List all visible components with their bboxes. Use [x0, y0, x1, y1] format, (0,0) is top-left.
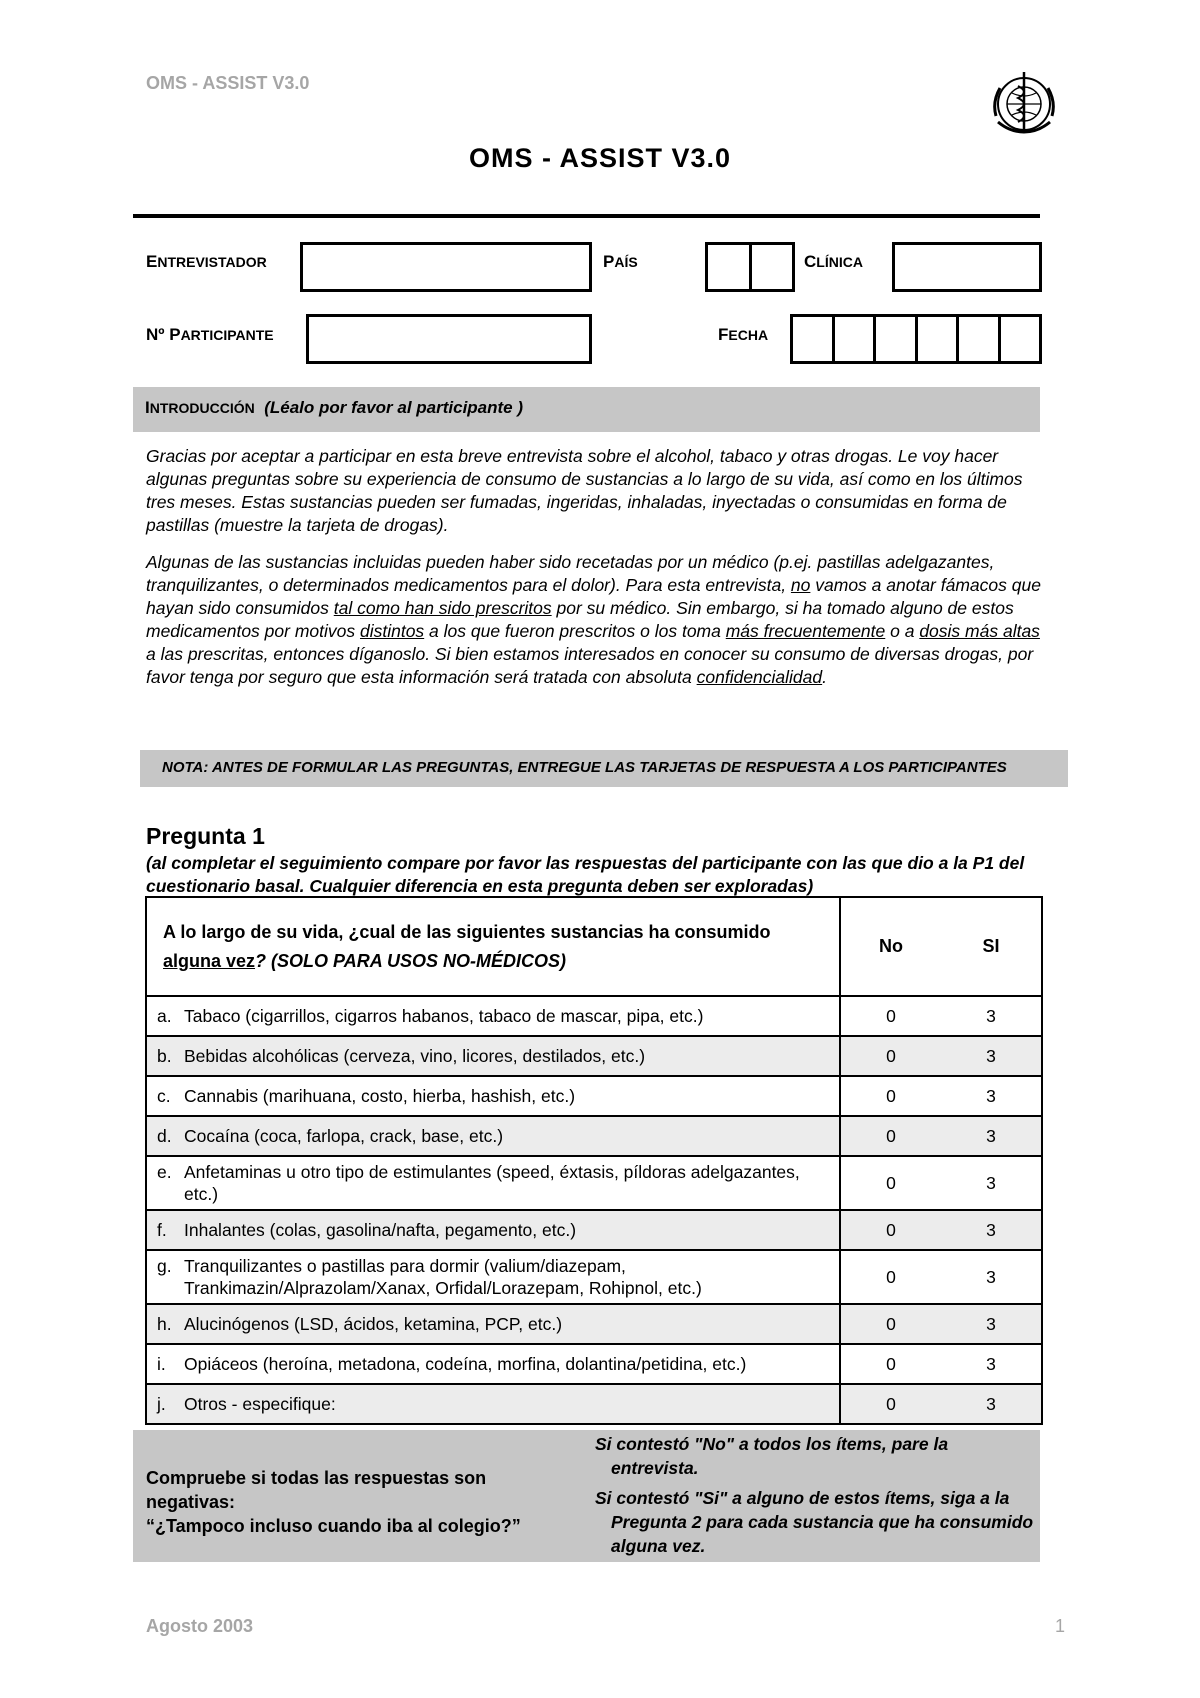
substances-table — [145, 896, 1043, 1425]
table-row — [146, 996, 1042, 1036]
answer-si-option[interactable]: 3 — [941, 1210, 1042, 1250]
answer-no-option[interactable]: 0 — [840, 1250, 941, 1304]
row-letter: a. — [157, 1006, 172, 1026]
substance-cell — [146, 996, 840, 1036]
question-header: A lo largo de su vida, ¿cual de las siguientes sustancias ha consumido alguna vez? (SOLO PARA USOS NO-MÉDICOS) — [146, 897, 840, 996]
answer-si-option[interactable]: 3 — [941, 1304, 1042, 1344]
row-letter: c. — [157, 1086, 171, 1106]
substance-cell — [146, 1250, 840, 1304]
date-field[interactable] — [790, 314, 1042, 364]
nota-text: NOTA: ANTES DE FORMULAR LAS PREGUNTAS, ENTREGUE LAS TARJETAS DE RESPUESTA A LOS PARTICIPANTES — [162, 759, 1007, 776]
substance-label: Bebidas alcohólicas (cerveza, vino, licores, destilados, etc.) — [184, 1046, 646, 1066]
page-title: OMS - ASSIST V3.0 — [468, 143, 732, 173]
answer-no-option[interactable]: 0 — [840, 1210, 941, 1250]
answer-no-option[interactable]: 0 — [840, 1076, 941, 1116]
substance-label: Anfetaminas u otro tipo de estimulantes (speed, éxtasis, píldoras adelgazantes, etc.) — [184, 1162, 800, 1204]
footer-date: Agosto 2003 — [146, 1616, 254, 1636]
answer-no-option[interactable]: 0 — [840, 1304, 941, 1344]
row-letter: g. — [157, 1256, 172, 1276]
substance-cell — [146, 1076, 840, 1116]
answer-no-option[interactable]: 0 — [840, 1344, 941, 1384]
col-si-header: SI — [941, 897, 1042, 996]
answer-no-option[interactable]: 0 — [840, 1116, 941, 1156]
answer-si-option[interactable]: 3 — [941, 996, 1042, 1036]
clinic-label: CLÍNICA — [804, 252, 863, 271]
substance-label: Tranquilizantes o pastillas para dormir (valium/diazepam, Trankimazin/Alprazolam/Xanax, Orfidal/Lorazepam, Rohipnol, etc.) — [184, 1256, 702, 1298]
question-subtitle: (al completar el seguimiento compare por favor las respuestas del participante con las que dio a la P1 del cuestionario basal. Cualquier diferencia en esta pregunta deben ser exploradas) — [146, 853, 1025, 896]
substance-label: Tabaco (cigarrillos, cigarros habanos, tabaco de mascar, pipa, etc.) — [184, 1006, 704, 1026]
row-letter: h. — [157, 1314, 172, 1334]
instruction-right: Si contestó "No" a todos los ítems, pare la entrevista. Si contestó "Si" a alguno de estos ítems, siga a la Pregunta 2 para cada sustancia que ha consumido alguna vez. — [595, 1434, 1034, 1556]
table-header-row — [146, 897, 1042, 996]
intro-paragraph-2: Algunas de las sustancias incluidas pueden haber sido recetadas por un médico (p.ej. pastillas adelgazantes, tranquilizantes, o determinados medicamentos para el dolor). Para esta entrevista, no vamos a anotar fámacos que hayan sido consumidos tal como han sido prescritos por su médico. Sin embargo, si ha tomado alguno de estos medicamentos por motivos distintos a los que fueron prescritos o los toma más frecuentemente o a dosis más altas a las prescritas, entonces díganoslo. Si bien estamos interesados en conocer su consumo de diversas drogas, por favor tenga por seguro que esta información será tratada con absoluta confidencialidad. — [146, 552, 1041, 687]
row-letter: i. — [157, 1354, 166, 1374]
col-no-header: No — [840, 897, 941, 996]
interviewer-label: ENTREVISTADOR — [146, 252, 267, 271]
table-row — [146, 1344, 1042, 1384]
intro-heading-bar — [133, 387, 1040, 432]
table-row — [146, 1156, 1042, 1210]
page-number: 1 — [1055, 1616, 1066, 1636]
answer-si-option[interactable]: 3 — [941, 1384, 1042, 1424]
table-row — [146, 1384, 1042, 1424]
row-letter: e. — [157, 1162, 172, 1182]
answer-si-option[interactable]: 3 — [941, 1156, 1042, 1210]
instruction-left: Compruebe si todas las respuestas son negativas: “¿Tampoco incluso cuando iba al colegio?” — [146, 1468, 521, 1536]
substance-label: Inhalantes (colas, gasolina/nafta, pegamento, etc.) — [184, 1220, 577, 1240]
instruction-box — [133, 1430, 1040, 1562]
participant-label: Nº PARTICIPANTE — [146, 325, 274, 344]
substance-label: Cocaína (coca, farlopa, crack, base, etc.) — [184, 1126, 504, 1146]
country-field[interactable] — [705, 242, 795, 292]
substance-cell — [146, 1384, 840, 1424]
clinic-field[interactable] — [892, 242, 1042, 292]
substance-label: Cannabis (marihuana, costo, hierba, hashish, etc.) — [184, 1086, 576, 1106]
substance-cell — [146, 1036, 840, 1076]
title-rule — [133, 214, 1040, 218]
substance-label: Otros - especifique: — [184, 1394, 336, 1414]
substance-cell — [146, 1344, 840, 1384]
table-row — [146, 1116, 1042, 1156]
substance-label: Alucinógenos (LSD, ácidos, ketamina, PCP, etc.) — [184, 1314, 563, 1334]
answer-no-option[interactable]: 0 — [840, 1036, 941, 1076]
row-letter: j. — [157, 1394, 166, 1414]
substance-cell — [146, 1116, 840, 1156]
answer-si-option[interactable]: 3 — [941, 1036, 1042, 1076]
nota-bar — [140, 750, 1068, 787]
answer-no-option[interactable]: 0 — [840, 996, 941, 1036]
table-row — [146, 1304, 1042, 1344]
substance-cell — [146, 1210, 840, 1250]
table-row — [146, 1210, 1042, 1250]
answer-no-option[interactable]: 0 — [840, 1384, 941, 1424]
who-emblem-icon — [988, 66, 1060, 138]
date-label: FECHA — [718, 325, 769, 344]
table-row — [146, 1250, 1042, 1304]
table-row — [146, 1076, 1042, 1116]
row-letter: b. — [157, 1046, 172, 1066]
substance-cell — [146, 1304, 840, 1344]
country-label: PAÍS — [603, 252, 638, 271]
answer-si-option[interactable]: 3 — [941, 1076, 1042, 1116]
answer-si-option[interactable]: 3 — [941, 1116, 1042, 1156]
intro-heading: INTRODUCCIÓN (Léalo por favor al participante ) — [145, 398, 524, 417]
row-letter: d. — [157, 1126, 172, 1146]
header-small-title: OMS - ASSIST V3.0 — [146, 73, 310, 93]
answer-no-option[interactable]: 0 — [840, 1156, 941, 1210]
substance-cell — [146, 1156, 840, 1210]
answer-si-option[interactable]: 3 — [941, 1344, 1042, 1384]
interviewer-field[interactable] — [300, 242, 592, 292]
question-title: Pregunta 1 — [146, 823, 265, 849]
table-row — [146, 1036, 1042, 1076]
intro-paragraph-1: Gracias por aceptar a participar en esta breve entrevista sobre el alcohol, tabaco y otras drogas. Le voy hacer algunas preguntas sobre su experiencia de consumo de sustancias a lo largo de su vida, así como en los últimos tres meses. Estas sustancias pueden ser fumadas, ingeridas, inhaladas, inyectadas o consumidas en forma de pastillas (muestre la tarjeta de drogas). — [146, 446, 1023, 535]
substance-label: Opiáceos (heroína, metadona, codeína, morfina, dolantina/petidina, etc.) — [184, 1354, 747, 1374]
participant-field[interactable] — [306, 314, 592, 364]
answer-si-option[interactable]: 3 — [941, 1250, 1042, 1304]
row-letter: f. — [157, 1220, 167, 1240]
